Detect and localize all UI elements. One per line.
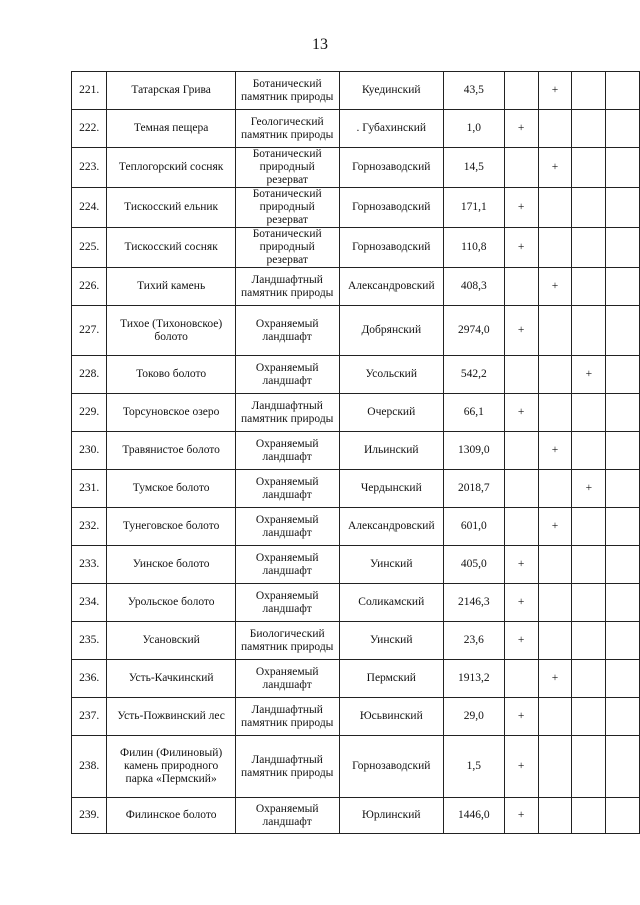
row-number-cell: 237.: [72, 698, 107, 736]
table-row: [72, 508, 640, 546]
mark-cell: +: [538, 268, 572, 306]
table-row: [72, 698, 640, 736]
mark-cell: [606, 798, 640, 834]
object-name-cell: Тискосский ельник: [107, 188, 235, 228]
object-name-cell: Торсуновское озеро: [107, 394, 235, 432]
mark-cell: [538, 798, 572, 834]
area-cell: 171,1: [443, 188, 504, 228]
area-cell: 1,5: [443, 736, 504, 798]
row-number-cell: 230.: [72, 432, 107, 470]
mark-cell: [538, 546, 572, 584]
table-row: [72, 110, 640, 148]
mark-cell: [606, 72, 640, 110]
mark-cell: [606, 228, 640, 268]
district-cell: Куединский: [339, 72, 443, 110]
district-cell: Чердынский: [339, 470, 443, 508]
area-cell: 405,0: [443, 546, 504, 584]
mark-cell: +: [538, 432, 572, 470]
area-cell: 23,6: [443, 622, 504, 660]
category-cell: Охраняемый ландшафт: [235, 432, 339, 470]
area-cell: 66,1: [443, 394, 504, 432]
mark-cell: [572, 660, 606, 698]
row-number-cell: 233.: [72, 546, 107, 584]
district-cell: . Губахинский: [339, 110, 443, 148]
mark-cell: +: [504, 394, 538, 432]
mark-cell: [606, 660, 640, 698]
row-number-cell: 227.: [72, 306, 107, 356]
mark-cell: +: [504, 188, 538, 228]
area-cell: 29,0: [443, 698, 504, 736]
table-row: [72, 432, 640, 470]
district-cell: Пермский: [339, 660, 443, 698]
area-cell: 110,8: [443, 228, 504, 268]
mark-cell: [572, 394, 606, 432]
district-cell: Усольский: [339, 356, 443, 394]
category-cell: Геологический памятник природы: [235, 110, 339, 148]
table-row: [72, 306, 640, 356]
area-cell: 1446,0: [443, 798, 504, 834]
category-cell: Охраняемый ландшафт: [235, 508, 339, 546]
mark-cell: +: [504, 584, 538, 622]
mark-cell: [572, 736, 606, 798]
mark-cell: +: [504, 306, 538, 356]
object-name-cell: Татарская Грива: [107, 72, 235, 110]
district-cell: Уинский: [339, 622, 443, 660]
mark-cell: [606, 356, 640, 394]
mark-cell: [504, 268, 538, 306]
mark-cell: [538, 698, 572, 736]
row-number-cell: 229.: [72, 394, 107, 432]
object-name-cell: Теплогорский сосняк: [107, 148, 235, 188]
category-cell: Охраняемый ландшафт: [235, 546, 339, 584]
table-row: [72, 470, 640, 508]
area-cell: 2146,3: [443, 584, 504, 622]
mark-cell: [606, 698, 640, 736]
object-name-cell: Усть-Качкинский: [107, 660, 235, 698]
row-number-cell: 235.: [72, 622, 107, 660]
row-number-cell: 226.: [72, 268, 107, 306]
mark-cell: [504, 508, 538, 546]
area-cell: 2018,7: [443, 470, 504, 508]
table-row: [72, 546, 640, 584]
district-cell: Александровский: [339, 268, 443, 306]
mark-cell: [538, 622, 572, 660]
mark-cell: +: [504, 228, 538, 268]
row-number-cell: 228.: [72, 356, 107, 394]
mark-cell: [572, 432, 606, 470]
object-name-cell: Уинское болото: [107, 546, 235, 584]
mark-cell: [606, 394, 640, 432]
category-cell: Ландшафтный памятник природы: [235, 394, 339, 432]
mark-cell: +: [538, 72, 572, 110]
district-cell: Юрлинский: [339, 798, 443, 834]
mark-cell: [504, 470, 538, 508]
mark-cell: [572, 228, 606, 268]
mark-cell: [504, 432, 538, 470]
mark-cell: [572, 546, 606, 584]
category-cell: Ботанический природный резерват: [235, 228, 339, 268]
row-number-cell: 234.: [72, 584, 107, 622]
category-cell: Охраняемый ландшафт: [235, 470, 339, 508]
district-cell: Горнозаводский: [339, 228, 443, 268]
district-cell: Юсьвинский: [339, 698, 443, 736]
area-cell: 601,0: [443, 508, 504, 546]
table-row: [72, 660, 640, 698]
object-name-cell: Тумское болото: [107, 470, 235, 508]
object-name-cell: Тискосский сосняк: [107, 228, 235, 268]
district-cell: Горнозаводский: [339, 736, 443, 798]
table-row: [72, 584, 640, 622]
table-row: [72, 148, 640, 188]
mark-cell: +: [504, 736, 538, 798]
mark-cell: [538, 306, 572, 356]
mark-cell: [606, 268, 640, 306]
district-cell: Александровский: [339, 508, 443, 546]
area-cell: 43,5: [443, 72, 504, 110]
mark-cell: [572, 698, 606, 736]
table-row: [72, 798, 640, 834]
mark-cell: +: [538, 660, 572, 698]
mark-cell: +: [504, 698, 538, 736]
mark-cell: [606, 110, 640, 148]
mark-cell: [606, 546, 640, 584]
object-name-cell: Травянистое болото: [107, 432, 235, 470]
object-name-cell: Тунеговское болото: [107, 508, 235, 546]
mark-cell: [504, 356, 538, 394]
district-cell: Соликамский: [339, 584, 443, 622]
category-cell: Охраняемый ландшафт: [235, 660, 339, 698]
mark-cell: [606, 622, 640, 660]
row-number-cell: 232.: [72, 508, 107, 546]
mark-cell: [504, 660, 538, 698]
district-cell: Горнозаводский: [339, 148, 443, 188]
mark-cell: [572, 798, 606, 834]
protected-areas-table: [71, 71, 640, 834]
row-number-cell: 224.: [72, 188, 107, 228]
district-cell: Уинский: [339, 546, 443, 584]
category-cell: Ландшафтный памятник природы: [235, 736, 339, 798]
mark-cell: [538, 470, 572, 508]
mark-cell: [504, 148, 538, 188]
mark-cell: [572, 306, 606, 356]
mark-cell: +: [504, 622, 538, 660]
mark-cell: +: [572, 356, 606, 394]
row-number-cell: 222.: [72, 110, 107, 148]
mark-cell: +: [538, 508, 572, 546]
mark-cell: [538, 188, 572, 228]
page-number: 13: [312, 36, 328, 53]
mark-cell: [504, 72, 538, 110]
table-row: [72, 736, 640, 798]
object-name-cell: Усть-Пожвинский лес: [107, 698, 235, 736]
mark-cell: [606, 736, 640, 798]
mark-cell: [538, 228, 572, 268]
area-cell: 2974,0: [443, 306, 504, 356]
mark-cell: [606, 584, 640, 622]
district-cell: Добрянский: [339, 306, 443, 356]
table-row: [72, 268, 640, 306]
mark-cell: +: [504, 110, 538, 148]
area-cell: 408,3: [443, 268, 504, 306]
table-row: [72, 228, 640, 268]
category-cell: Биологический памятник природы: [235, 622, 339, 660]
mark-cell: [538, 736, 572, 798]
row-number-cell: 221.: [72, 72, 107, 110]
table-row: [72, 188, 640, 228]
table-row: [72, 622, 640, 660]
mark-cell: [572, 508, 606, 546]
mark-cell: [572, 72, 606, 110]
row-number-cell: 239.: [72, 798, 107, 834]
object-name-cell: Тихий камень: [107, 268, 235, 306]
table-row: [72, 72, 640, 110]
mark-cell: [572, 148, 606, 188]
object-name-cell: Филин (Филиновый) камень природного парка «Пермский»: [107, 736, 235, 798]
mark-cell: [606, 470, 640, 508]
object-name-cell: Усановский: [107, 622, 235, 660]
object-name-cell: Тихое (Тихоновское) болото: [107, 306, 235, 356]
mark-cell: +: [504, 546, 538, 584]
mark-cell: +: [538, 148, 572, 188]
table-row: [72, 356, 640, 394]
row-number-cell: 231.: [72, 470, 107, 508]
object-name-cell: Филинское болото: [107, 798, 235, 834]
mark-cell: [606, 188, 640, 228]
area-cell: 14,5: [443, 148, 504, 188]
mark-cell: +: [504, 798, 538, 834]
mark-cell: [606, 148, 640, 188]
category-cell: Ландшафтный памятник природы: [235, 268, 339, 306]
table-row: [72, 394, 640, 432]
object-name-cell: Урольское болото: [107, 584, 235, 622]
mark-cell: [572, 584, 606, 622]
district-cell: Ильинский: [339, 432, 443, 470]
category-cell: Охраняемый ландшафт: [235, 798, 339, 834]
category-cell: Ландшафтный памятник природы: [235, 698, 339, 736]
mark-cell: [538, 356, 572, 394]
object-name-cell: Токово болото: [107, 356, 235, 394]
object-name-cell: Темная пещера: [107, 110, 235, 148]
mark-cell: +: [572, 470, 606, 508]
mark-cell: [572, 188, 606, 228]
category-cell: Ботанический природный резерват: [235, 148, 339, 188]
mark-cell: [606, 432, 640, 470]
area-cell: 1913,2: [443, 660, 504, 698]
mark-cell: [572, 622, 606, 660]
row-number-cell: 238.: [72, 736, 107, 798]
district-cell: Очерский: [339, 394, 443, 432]
mark-cell: [572, 110, 606, 148]
area-cell: 542,2: [443, 356, 504, 394]
mark-cell: [538, 394, 572, 432]
mark-cell: [538, 110, 572, 148]
mark-cell: [538, 584, 572, 622]
row-number-cell: 225.: [72, 228, 107, 268]
mark-cell: [572, 268, 606, 306]
category-cell: Охраняемый ландшафт: [235, 356, 339, 394]
row-number-cell: 236.: [72, 660, 107, 698]
category-cell: Охраняемый ландшафт: [235, 306, 339, 356]
mark-cell: [606, 306, 640, 356]
table-body: [72, 72, 640, 834]
category-cell: Ботанический природный резерват: [235, 188, 339, 228]
area-cell: 1,0: [443, 110, 504, 148]
area-cell: 1309,0: [443, 432, 504, 470]
mark-cell: [606, 508, 640, 546]
district-cell: Горнозаводский: [339, 188, 443, 228]
category-cell: Ботанический памятник природы: [235, 72, 339, 110]
row-number-cell: 223.: [72, 148, 107, 188]
category-cell: Охраняемый ландшафт: [235, 584, 339, 622]
